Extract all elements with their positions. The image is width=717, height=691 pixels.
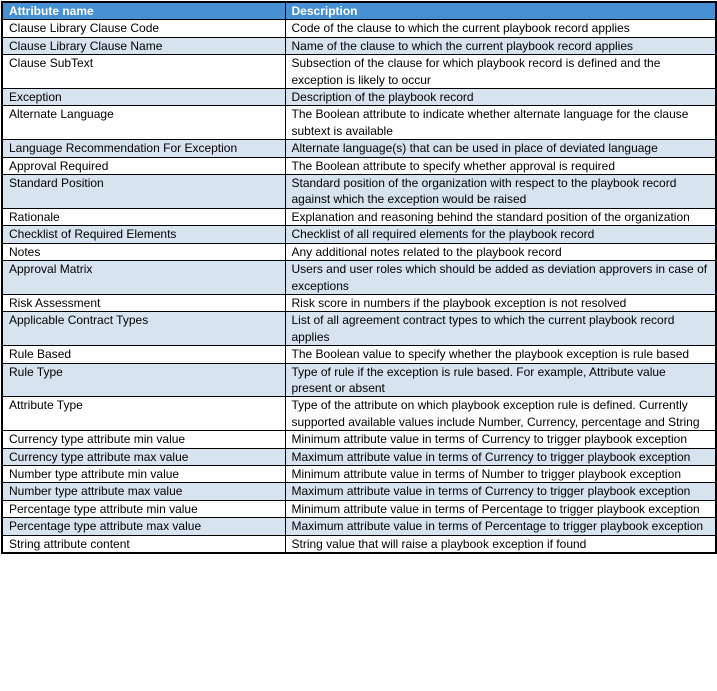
attribute-name-cell: Rule Based [2,346,285,363]
attribute-name-cell: Rationale [2,208,285,225]
table-row [2,500,716,517]
table-row [2,226,716,243]
description-cell: Maximum attribute value in terms of Currency to trigger playbook exception [285,483,716,500]
attribute-name-cell: Applicable Contract Types [2,312,285,346]
attribute-name-cell: Percentage type attribute max value [2,518,285,535]
description-cell: The Boolean value to specify whether the playbook exception is rule based [285,346,716,363]
attribute-name-cell: Standard Position [2,175,285,209]
table-row [2,243,716,260]
table-row [2,448,716,465]
table-row [2,363,716,397]
attribute-name-cell: Number type attribute max value [2,483,285,500]
table-header-row [2,2,716,20]
description-cell: Users and user roles which should be added as deviation approvers in case of exceptions [285,261,716,295]
attribute-name-cell: Rule Type [2,363,285,397]
description-cell: Any additional notes related to the playbook record [285,243,716,260]
description-cell: Risk score in numbers if the playbook exception is not resolved [285,294,716,311]
table-row [2,20,716,37]
table-row [2,518,716,535]
table-row [2,294,716,311]
description-cell: Code of the clause to which the current playbook record applies [285,20,716,37]
table-row [2,140,716,157]
attribute-name-cell: Notes [2,243,285,260]
description-cell: The Boolean attribute to specify whether approval is required [285,157,716,174]
column-header-attribute-name: Attribute name [2,2,285,20]
description-cell: List of all agreement contract types to which the current playbook record applies [285,312,716,346]
description-cell: Subsection of the clause for which playbook record is defined and the exception is likely to occur [285,55,716,89]
attribute-name-cell: String attribute content [2,535,285,553]
attribute-name-cell: Exception [2,89,285,106]
description-cell: Standard position of the organization with respect to the playbook record against which the exception would be raised [285,175,716,209]
description-cell: Alternate language(s) that can be used in place of deviated language [285,140,716,157]
table-row [2,208,716,225]
attribute-name-cell: Approval Matrix [2,261,285,295]
description-cell: Description of the playbook record [285,89,716,106]
description-cell: Name of the clause to which the current playbook record applies [285,37,716,54]
description-cell: Minimum attribute value in terms of Currency to trigger playbook exception [285,431,716,448]
table-row [2,483,716,500]
attribute-name-cell: Clause SubText [2,55,285,89]
description-cell: The Boolean attribute to indicate whether alternate language for the clause subtext is available [285,106,716,140]
table-row [2,175,716,209]
table-row [2,397,716,431]
description-cell: Minimum attribute value in terms of Percentage to trigger playbook exception [285,500,716,517]
description-cell: Minimum attribute value in terms of Number to trigger playbook exception [285,465,716,482]
attribute-name-cell: Currency type attribute max value [2,448,285,465]
table-row [2,55,716,89]
attribute-name-cell: Attribute Type [2,397,285,431]
attribute-name-cell: Language Recommendation For Exception [2,140,285,157]
description-cell: String value that will raise a playbook exception if found [285,535,716,553]
attribute-name-cell: Currency type attribute min value [2,431,285,448]
table-row [2,89,716,106]
description-cell: Maximum attribute value in terms of Percentage to trigger playbook exception [285,518,716,535]
table-row [2,312,716,346]
attribute-name-cell: Risk Assessment [2,294,285,311]
description-cell: Type of rule if the exception is rule based. For example, Attribute value present or absent [285,363,716,397]
table-row [2,346,716,363]
table-row [2,535,716,553]
description-cell: Type of the attribute on which playbook exception rule is defined. Currently supported available values include Number, Currency, percentage and String [285,397,716,431]
description-cell: Maximum attribute value in terms of Currency to trigger playbook exception [285,448,716,465]
description-cell: Checklist of all required elements for the playbook record [285,226,716,243]
table-row [2,37,716,54]
table-row [2,431,716,448]
attribute-table-body [2,20,716,553]
table-row [2,106,716,140]
table-row [2,465,716,482]
attribute-name-cell: Checklist of Required Elements [2,226,285,243]
attribute-definition-table [1,1,717,554]
attribute-name-cell: Clause Library Clause Name [2,37,285,54]
column-header-description: Description [285,2,716,20]
attribute-name-cell: Approval Required [2,157,285,174]
table-row [2,261,716,295]
description-cell: Explanation and reasoning behind the standard position of the organization [285,208,716,225]
attribute-name-cell: Clause Library Clause Code [2,20,285,37]
table-row [2,157,716,174]
attribute-name-cell: Number type attribute min value [2,465,285,482]
attribute-name-cell: Percentage type attribute min value [2,500,285,517]
attribute-name-cell: Alternate Language [2,106,285,140]
